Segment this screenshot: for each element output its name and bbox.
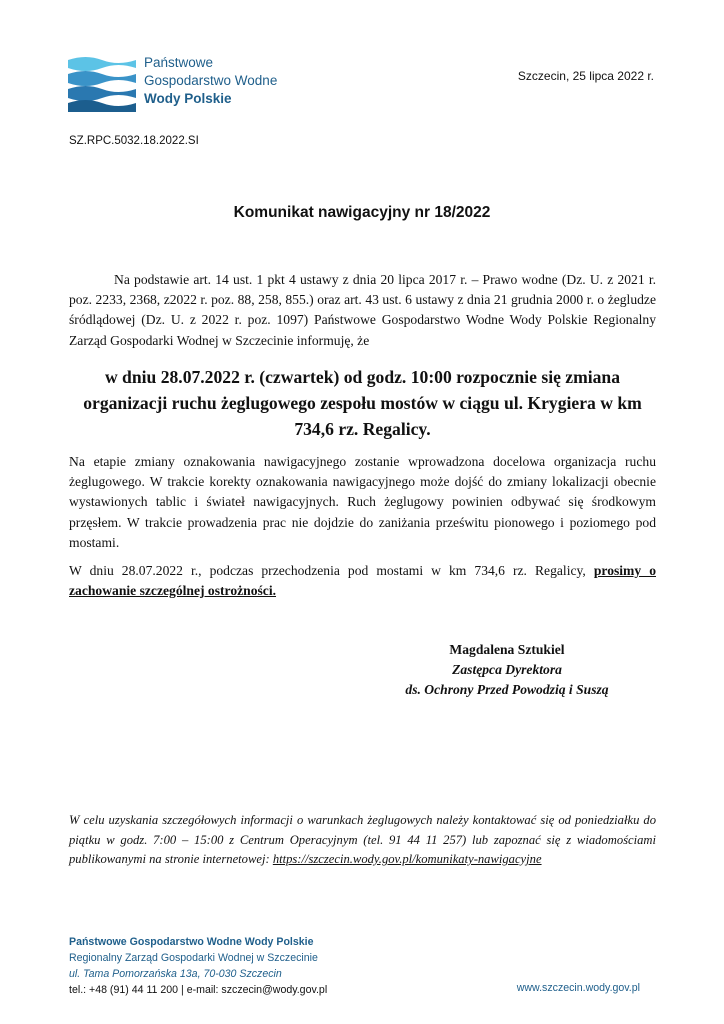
logo (68, 54, 288, 114)
signatory-name: Magdalena Sztukiel (449, 642, 565, 657)
footer-website[interactable]: www.szczecin.wody.gov.pl (516, 982, 640, 994)
caution-paragraph (69, 561, 656, 601)
info-link[interactable]: https://szczecin.wody.gov.pl/komunikaty-nawigacyjne (272, 852, 542, 867)
footer-org: Państwowe Gospodarstwo Wodne Wody Polskie (69, 936, 314, 948)
caution-emphasis: prosimy o zachowanie szczególnej ostrożności. (69, 563, 656, 599)
document-title: Komunikat nawigacyjny nr 18/2022 (233, 204, 491, 221)
signature-block (340, 640, 674, 700)
signatory-role-1: Zastępca Dyrektora (452, 662, 562, 677)
reference-number: SZ.RPC.5032.18.2022.SI (69, 135, 199, 147)
logo-text (144, 54, 277, 108)
footer-contact: tel.: +48 (91) 44 11 200 | e-mail: szczecin@wody.gov.pl (69, 984, 328, 996)
info-note (69, 811, 656, 870)
footer-address: ul. Tama Pomorzańska 13a, 70-030 Szczecin (69, 968, 282, 980)
footer (69, 934, 327, 998)
wave-logo-icon (68, 56, 136, 112)
logo-line-3: Wody Polskie (144, 91, 232, 106)
signatory-role-2: ds. Ochrony Przed Powodzią i Suszą (405, 682, 609, 697)
logo-line-1: Państwowe (144, 55, 214, 70)
intro-paragraph: Na podstawie art. 14 ust. 1 pkt 4 ustawy z dnia 20 lipca 2017 r. – Prawo wodne (Dz. U. z 2021 r. poz. 2233, 2368, z2022 r. poz. 88, 258, 855.) oraz art. 43 ust. 6 ustawy z dnia 21 grudnia 2000 r. o żegludze śródlądowej (Dz. U. z 2022 r. poz. 1097) Państwowe Gospodarstwo Wodne Wody Polskie Regionalny Zarząd Gospodarki Wodnej w Szczecinie informuję, że (69, 272, 656, 348)
announcement: w dniu 28.07.2022 r. (czwartek) od godz. 10:00 rozpocznie się zmiana organizacji ruchu żeglugowego zespołu mostów w ciągu ul. Krygiera w km 734,6 rz. Regalicy. (83, 367, 642, 439)
document-date: Szczecin, 25 lipca 2022 r. (517, 69, 654, 83)
caution-text: W dniu 28.07.2022 r., podczas przechodzenia pod mostami w km 734,6 rz. Regalicy, (69, 563, 594, 578)
info-text: W celu uzyskania szczegółowych informacji o warunkach żeglugowych należy kontaktować się od poniedziałku do piątku w godz. 7:00 – 15:00 z Centrum Operacyjnym (tel. 91 44 11 257) lub zapoznać się z wiadomościami publikowanymi na stronie internetowej: (69, 813, 656, 867)
logo-line-2: Gospodarstwo Wodne (144, 73, 278, 88)
details-paragraph: Na etapie zmiany oznakowania nawigacyjnego zostanie wprowadzona docelowa organizacja ruchu żeglugowego. W trakcie korekty oznakowania nawigacyjnego może dojść do zmiany lokalizacji obecnie wystawionych tablic i świateł nawigacyjnych. Ruch żeglugowy powinien odbywać się środkowym przęsłem. W trakcie prowadzenia prac nie dojdzie do zaniżania prześwitu pionowego i poziomego pod mostami. (69, 454, 656, 550)
footer-unit: Regionalny Zarząd Gospodarki Wodnej w Szczecinie (69, 952, 318, 964)
